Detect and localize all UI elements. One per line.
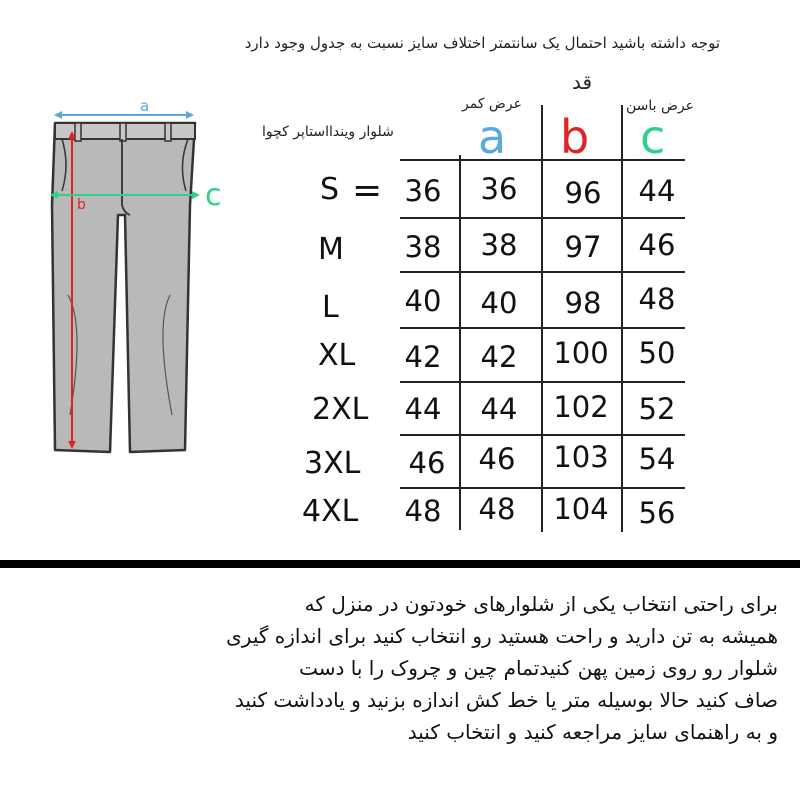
size-label: M xyxy=(318,232,344,267)
hip-cell: 44 xyxy=(638,174,676,208)
instruction-line: شلوار رو روی زمین پهن کنیدتمام چین و چروک را با دست xyxy=(299,656,778,680)
diagram-letter-a: a xyxy=(140,97,150,115)
size-number-cell: 46 xyxy=(408,446,446,480)
hip-cell: 54 xyxy=(638,442,676,476)
size-label: L xyxy=(322,290,339,325)
product-name: شلوار ویندااستاپر کچوا xyxy=(262,124,394,140)
instructions xyxy=(20,588,778,748)
height-cell: 97 xyxy=(564,230,602,264)
waist-cell: 38 xyxy=(480,228,518,262)
height-cell: 98 xyxy=(564,286,602,320)
waist-arrow xyxy=(54,111,194,119)
hip-cell: 48 xyxy=(638,282,676,316)
height-cell: 104 xyxy=(553,492,609,526)
size-number-cell: 36 xyxy=(404,174,442,208)
waist-cell: 44 xyxy=(480,392,518,426)
waist-cell: 40 xyxy=(480,286,518,320)
waist-header: عرض کمر xyxy=(462,96,522,112)
hip-cell: 56 xyxy=(638,496,676,530)
instruction-line: صاف کنید حالا بوسیله متر یا خط کش اندازه بزنید و یادداشت کنید xyxy=(234,688,778,712)
column-letter-a: a xyxy=(478,110,507,164)
size-label: S xyxy=(320,172,340,207)
column-letter-c: c xyxy=(640,110,666,164)
waist-cell: 46 xyxy=(478,442,516,476)
size-label: 2XL xyxy=(312,392,369,427)
diagram-letter-b: b xyxy=(77,197,86,213)
height-header: قد xyxy=(572,70,593,94)
height-cell: 102 xyxy=(553,390,609,424)
size-number-cell: 48 xyxy=(404,494,442,528)
diagram-letter-c: c xyxy=(205,178,222,213)
section-divider xyxy=(0,560,800,568)
hip-header: عرض باسن xyxy=(626,98,695,114)
size-number-cell: 38 xyxy=(404,230,442,264)
size-number-cell: 42 xyxy=(404,340,442,374)
waist-cell: 42 xyxy=(480,340,518,374)
size-number-cell: 40 xyxy=(404,284,442,318)
height-cell: 103 xyxy=(553,440,609,474)
height-cell: 96 xyxy=(564,176,602,210)
height-cell: 100 xyxy=(553,336,609,370)
waist-cell: 36 xyxy=(480,172,518,206)
size-label: XL xyxy=(318,338,356,373)
hip-cell: 46 xyxy=(638,228,676,262)
equals-sign: = xyxy=(352,170,383,211)
pants-shape xyxy=(52,123,195,452)
hip-cell: 50 xyxy=(638,336,676,370)
instruction-line: و به راهنمای سایز مراجعه کنید و انتخاب کنید xyxy=(407,720,778,744)
hip-cell: 52 xyxy=(638,392,676,426)
size-label: 4XL xyxy=(302,494,359,529)
pants-diagram xyxy=(40,95,250,465)
column-letter-b: b xyxy=(560,110,590,164)
note-text: توجه داشته باشید احتمال یک سانتمتر اختلاف سایز نسبت به جدول وجود دارد xyxy=(244,34,720,52)
size-number-cell: 44 xyxy=(404,392,442,426)
waist-cell: 48 xyxy=(478,492,516,526)
instruction-line: برای راحتی انتخاب یکی از شلوارهای خودتون در منزل که xyxy=(304,592,778,616)
instruction-line: همیشه به تن دارید و راحت هستید رو انتخاب کنید برای اندازه گیری xyxy=(226,624,778,648)
size-label: 3XL xyxy=(304,446,361,481)
